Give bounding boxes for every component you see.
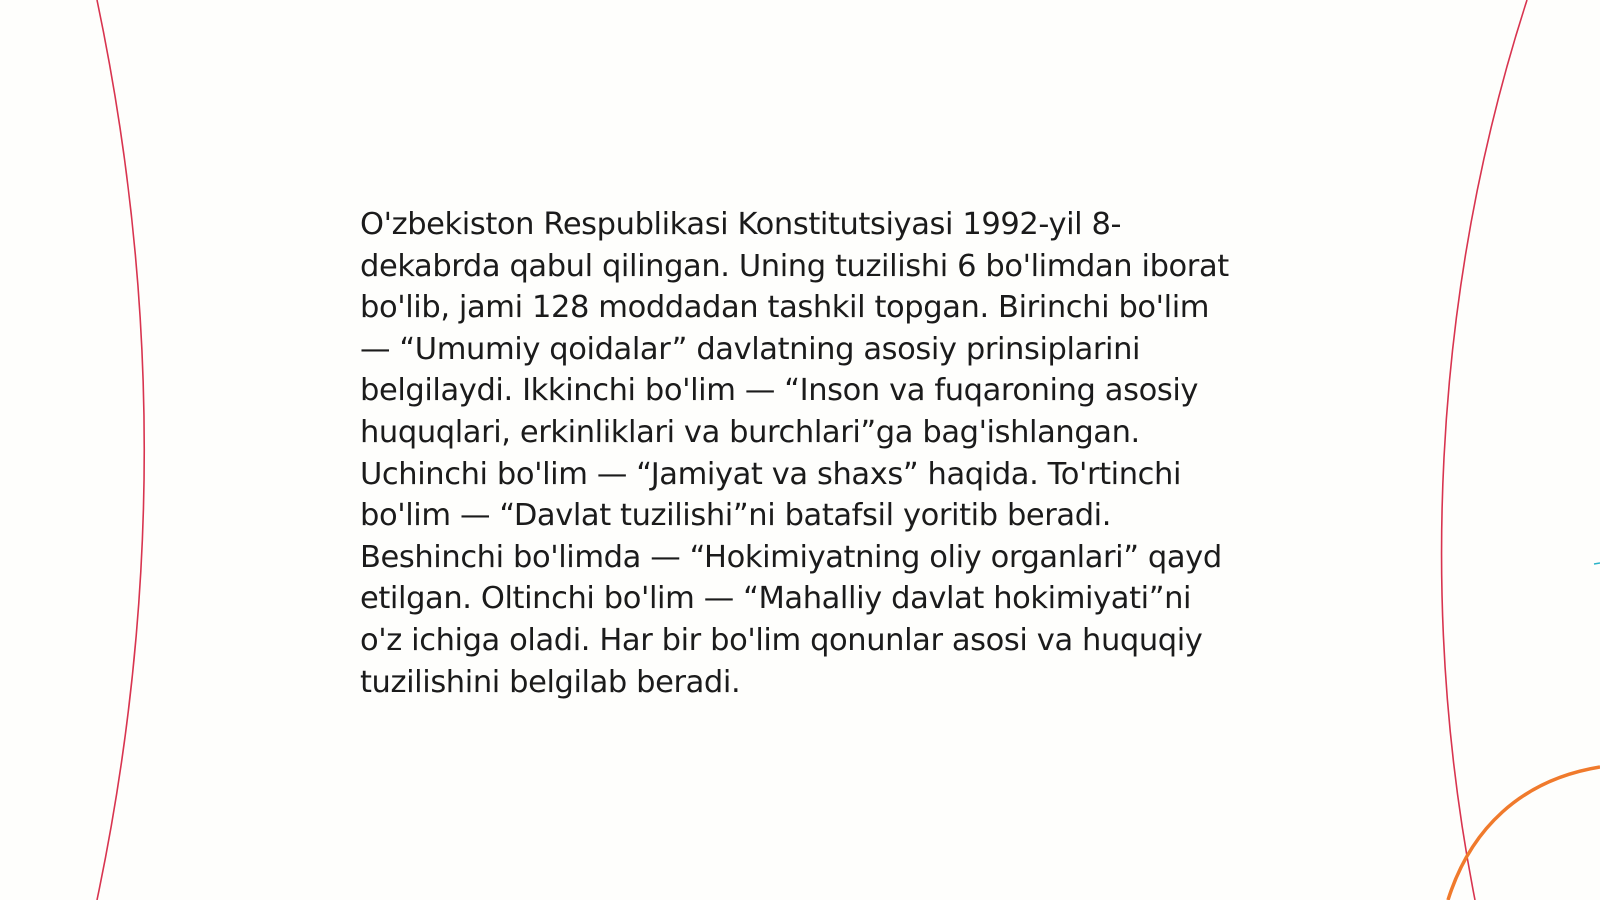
right-arc-line <box>1442 0 1527 900</box>
slide-body-text: O'zbekiston Respublikasi Konstitutsiyasi 1992-yil 8-dekabrda qabul qilingan. Uning tuzilishi 6 bo'limdan iborat bo'lib, jami 128 moddadan tashkil topgan. Birinchi bo'lim — “Umumiy qoidalar” davlatning asosiy prinsiplarini belgilaydi. Ikkinchi bo'lim — “Inson va fuqaroning asosiy huquqlari, erkinliklari va burchlari”ga bag'ishlangan. Uchinchi bo'lim — “Jamiyat va shaxs” haqida. To'rtinchi bo'lim — “Davlat tuzilishi”ni batafsil yoritib beradi. Beshinchi bo'limda — “Hokimiyatning oliy organlari” qayd etilgan. Oltinchi bo'lim — “Mahalliy davlat hokimiyati”ni o'z ichiga oladi. Har bir bo'lim qonunlar asosi va huquqiy tuzilishini belgilab beradi. <box>360 207 1229 700</box>
teal-accent <box>1594 563 1600 564</box>
left-arc-line <box>97 0 144 900</box>
